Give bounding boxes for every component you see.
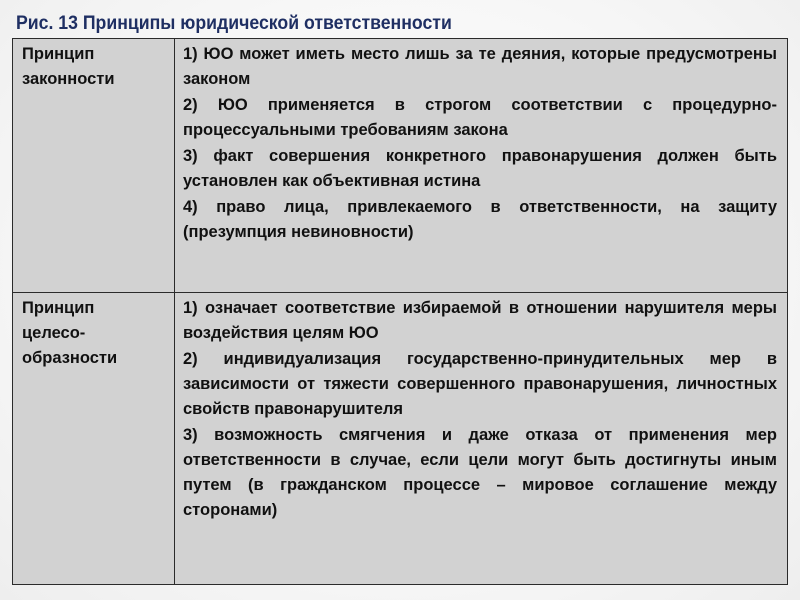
principle-item: 1) означает соответствие избираемой в отношении нарушителя меры воздействия целям ЮО [183, 299, 777, 342]
principle-item: 2) индивидуализация государственно-принудительных мер в зависимости от тяжести совершенного правонарушения, личностных свойств правонарушителя [183, 350, 777, 418]
table-row-expediency [13, 293, 788, 585]
principles-table [12, 38, 788, 585]
principle-item: 3) возможность смягчения и даже отказа от применения мер ответственности в случае, если цели могут быть достигнуты иным путем (в гражданском процессе – мировое соглашение между сторонами) [183, 426, 777, 519]
principle-name-line: образности [22, 349, 118, 367]
principle-name-line: Принцип [22, 299, 95, 317]
principle-name-line: законности [22, 70, 115, 88]
figure-title: Рис. 13 Принципы юридической ответственности [16, 13, 452, 34]
principle-items-cell [175, 293, 788, 585]
principle-name-cell [13, 293, 175, 585]
principle-name-cell [13, 39, 175, 293]
principle-item: 2) ЮО применяется в строгом соответствии с процедурно-процессуальными требованиям закона [183, 96, 777, 139]
principle-item: 4) право лица, привлекаемого в ответственности, на защиту (презумпция невиновности) [183, 198, 777, 241]
table-row-legality [13, 39, 788, 293]
principle-items-cell [175, 39, 788, 293]
principle-name-line: Принцип [22, 45, 95, 63]
principle-item: 3) факт совершения конкретного правонарушения должен быть установлен как объективная истина [183, 147, 777, 190]
principle-item: 1) ЮО может иметь место лишь за те деяния, которые предусмотрены законом [183, 45, 777, 88]
principle-name-line: целесо- [22, 324, 86, 342]
